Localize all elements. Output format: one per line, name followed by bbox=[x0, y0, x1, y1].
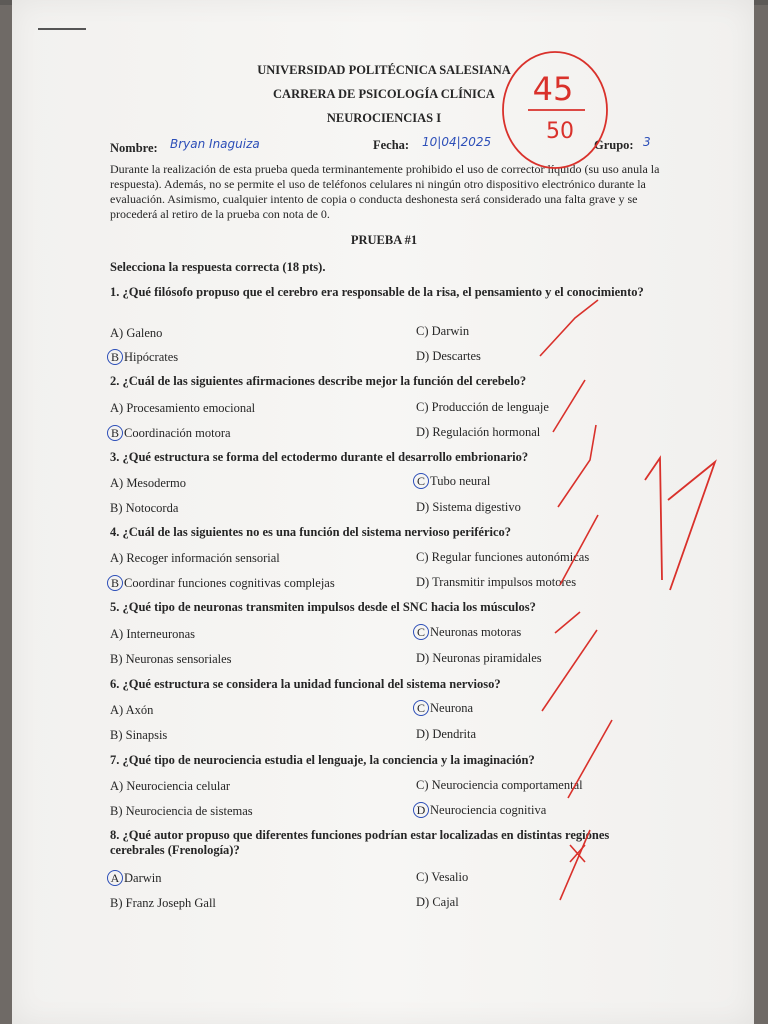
answer-circle: B bbox=[107, 575, 123, 591]
section-title: Selecciona la respuesta correcta (18 pts). bbox=[110, 260, 326, 274]
q4-option-b: B Coordinar funciones cognitivas complejas bbox=[110, 576, 335, 591]
q5-option-c: C Neuronas motoras bbox=[416, 625, 521, 640]
group-value: 3 bbox=[643, 135, 651, 149]
answer-circle: C bbox=[413, 700, 429, 716]
answer-circle: C bbox=[413, 624, 429, 640]
q2-option-d: D) Regulación hormonal bbox=[416, 425, 541, 439]
test-title: PRUEBA #1 bbox=[350, 233, 418, 247]
q6-option-a: A) Axón bbox=[110, 703, 154, 717]
answer-circle: A bbox=[107, 870, 123, 886]
margin-mark bbox=[38, 28, 86, 30]
q4-option-d: D) Transmitir impulsos motores bbox=[416, 575, 577, 589]
q6-option-d: D) Dendrita bbox=[416, 727, 477, 741]
name-label: Nombre: bbox=[110, 141, 158, 155]
question-6: 6. ¿Qué estructura se considera la unidad funcional del sistema nervioso? bbox=[110, 677, 501, 691]
q2-option-b: B Coordinación motora bbox=[110, 426, 231, 441]
score-obtained: 45 bbox=[532, 70, 574, 108]
score-total: 50 bbox=[546, 119, 574, 144]
q7-option-b: B) Neurociencia de sistemas bbox=[110, 804, 253, 818]
q6-option-c: C Neurona bbox=[416, 701, 473, 716]
q5-option-a: A) Interneuronas bbox=[110, 627, 196, 641]
question-4: 4. ¿Cuál de las siguientes no es una función del sistema nervioso periférico? bbox=[110, 525, 512, 539]
question-7: 7. ¿Qué tipo de neurociencia estudia el lenguaje, la conciencia y la imaginación? bbox=[110, 753, 535, 767]
instructions-paragraph: Durante la realización de esta prueba queda terminantemente prohibido el uso de corrector líquido (su uso anula la respuesta). Además, no se permite el uso de teléfonos celulares ni ningún otro dispositivo electrónico durante la evaluación. Asimismo, cualquier intento de copia o conducta deshonesta será considerado una falta grave y se procederá al retiro de la prueba con nota de 0. bbox=[110, 162, 660, 221]
course-title: NEUROCIENCIAS I bbox=[326, 111, 442, 125]
date-value: 10|04|2025 bbox=[422, 135, 492, 149]
answer-circle: B bbox=[107, 349, 123, 365]
q2-option-c: C) Producción de lenguaje bbox=[416, 400, 549, 414]
q7-option-a: A) Neurociencia celular bbox=[110, 779, 231, 793]
q5-option-d: D) Neuronas piramidales bbox=[416, 651, 542, 665]
question-3: 3. ¿Qué estructura se forma del ectodermo durante el desarrollo embrionario? bbox=[110, 450, 529, 464]
answer-circle: C bbox=[413, 473, 429, 489]
answer-circle: D bbox=[413, 802, 429, 818]
question-8: 8. ¿Qué autor propuso que diferentes funciones podrían estar localizadas en distintas regiones cerebrales (Frenología)? bbox=[110, 828, 610, 857]
q8-option-c: C) Vesalio bbox=[416, 870, 469, 884]
q8-option-b: B) Franz Joseph Gall bbox=[110, 896, 216, 910]
answer-circle: B bbox=[107, 425, 123, 441]
university-title: UNIVERSIDAD POLITÉCNICA SALESIANA bbox=[257, 63, 511, 77]
q7-option-d: D Neurociencia cognitiva bbox=[416, 803, 546, 818]
q8-option-a: A Darwin bbox=[110, 871, 162, 886]
q2-option-a: A) Procesamiento emocional bbox=[110, 401, 256, 415]
career-title: CARRERA DE PSICOLOGÍA CLÍNICA bbox=[273, 87, 495, 101]
q1-option-b: B Hipócrates bbox=[110, 350, 178, 365]
question-1: 1. ¿Qué filósofo propuso que el cerebro era responsable de la risa, el pensamiento y el conocimiento? bbox=[110, 285, 644, 299]
q3-option-a: A) Mesodermo bbox=[110, 476, 187, 490]
q3-option-c: C Tubo neural bbox=[416, 474, 490, 489]
q4-option-a: A) Recoger información sensorial bbox=[110, 551, 280, 565]
q6-option-b: B) Sinapsis bbox=[110, 728, 168, 742]
question-5: 5. ¿Qué tipo de neuronas transmiten impulsos desde el SNC hacia los músculos? bbox=[110, 600, 536, 614]
q3-option-b: B) Notocorda bbox=[110, 501, 179, 515]
question-2: 2. ¿Cuál de las siguientes afirmaciones describe mejor la función del cerebelo? bbox=[110, 374, 527, 388]
group-label: Grupo: bbox=[594, 138, 634, 152]
name-value: Bryan Inaguiza bbox=[170, 137, 260, 151]
q4-option-c: C) Regular funciones autonómicas bbox=[416, 550, 590, 564]
q5-option-b: B) Neuronas sensoriales bbox=[110, 652, 232, 666]
q7-option-c: C) Neurociencia comportamental bbox=[416, 778, 583, 792]
q1-option-a: A) Galeno bbox=[110, 326, 163, 340]
q1-option-c: C) Darwin bbox=[416, 324, 470, 338]
date-label: Fecha: bbox=[373, 138, 410, 152]
q1-option-d: D) Descartes bbox=[416, 349, 481, 363]
q3-option-d: D) Sistema digestivo bbox=[416, 500, 521, 514]
q8-option-d: D) Cajal bbox=[416, 895, 459, 909]
